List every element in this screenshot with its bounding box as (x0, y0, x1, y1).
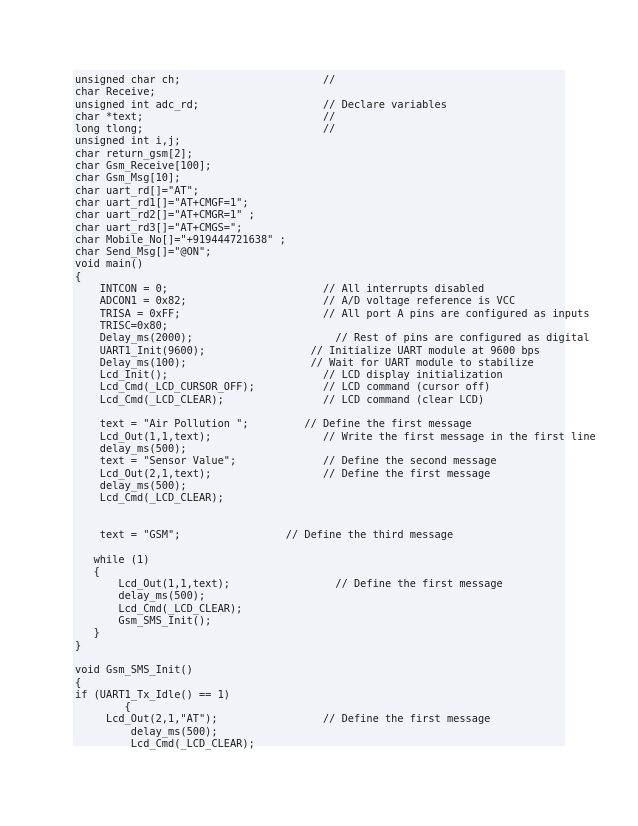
code-line (75, 517, 596, 529)
code-line (75, 504, 596, 516)
code-line: Lcd_Out(2,1,text); // Define the first message (75, 467, 491, 480)
code-line: char Mobile_No[]="+919444721638" ; (75, 233, 286, 246)
code-line: void Gsm_SMS_Init() (75, 664, 193, 677)
code-line: text = "GSM"; // Define the third message (75, 528, 454, 541)
code-line (75, 652, 596, 664)
code-line: if (UART1_Tx_Idle() == 1) (75, 688, 230, 701)
code-line: } (75, 639, 82, 652)
code-line: Lcd_Out(1,1,text); // Write the first message in the first line (75, 430, 596, 443)
code-line: ADCON1 = 0x82; // A/D voltage reference is VCC (75, 295, 516, 308)
code-line (75, 406, 596, 418)
code-line: Lcd_Init(); // LCD display initialization (75, 369, 503, 382)
code-line: delay_ms(500); (75, 442, 187, 455)
code-line: char Receive; (75, 86, 156, 99)
code-line: unsigned int i,j; (75, 135, 181, 148)
code-line: TRISA = 0xFF; // All port A pins are configured as inputs (75, 307, 590, 320)
code-block (75, 74, 596, 750)
code-line: char Send_Msg[]="@ON"; (75, 246, 212, 259)
code-line: Lcd_Cmd(_LCD_CURSOR_OFF); // LCD command (cursor off) (75, 381, 491, 394)
code-page (73, 70, 596, 751)
code-line: char uart_rd1[]="AT+CMGF=1"; (75, 196, 249, 209)
code-line: { (75, 676, 82, 689)
code-line: text = "Sensor Value"; // Define the second message (75, 455, 497, 468)
code-line: Lcd_Cmd(_LCD_CLEAR); (75, 738, 255, 751)
code-line: Gsm_SMS_Init(); (75, 615, 212, 628)
code-line: char *text; // (75, 110, 336, 123)
code-line: Delay_ms(100); // Wait for UART module to stabilize (75, 356, 534, 369)
code-line: unsigned int adc_rd; // Declare variables (75, 98, 447, 111)
code-line: char return_gsm[2]; (75, 147, 193, 160)
code-line: { (75, 565, 100, 578)
code-line (75, 541, 596, 553)
code-line: char uart_rd2[]="AT+CMGR=1" ; (75, 209, 255, 222)
code-line: unsigned char ch; // (75, 74, 336, 86)
code-line: TRISC=0x80; (75, 319, 168, 332)
code-line: delay_ms(500); (75, 725, 218, 738)
code-line: } (75, 627, 100, 640)
code-line: char Gsm_Receive[100]; (75, 160, 212, 173)
code-line: Lcd_Cmd(_LCD_CLEAR); // LCD command (clear LCD) (75, 393, 485, 406)
code-line: Delay_ms(2000); // Rest of pins are configured as digital (75, 332, 590, 345)
code-line: char uart_rd3[]="AT+CMGS="; (75, 221, 243, 234)
code-line: Lcd_Out(2,1,"AT"); // Define the first message (75, 713, 491, 726)
code-line: char uart_rd[]="AT"; (75, 184, 199, 197)
code-line: { (75, 701, 131, 714)
code-line: long tlong; // (75, 123, 336, 136)
code-line: delay_ms(500); (75, 590, 206, 603)
code-line: delay_ms(500); (75, 479, 187, 492)
code-line: Lcd_Out(1,1,text); // Define the first message (75, 578, 503, 591)
code-line: void main() (75, 258, 144, 271)
code-line: char Gsm_Msg[10]; (75, 172, 181, 185)
code-line: Lcd_Cmd(_LCD_CLEAR); (75, 492, 224, 505)
code-line: UART1_Init(9600); // Initialize UART module at 9600 bps (75, 344, 540, 357)
code-line: Lcd_Cmd(_LCD_CLEAR); (75, 602, 243, 615)
code-line: while (1) (75, 553, 150, 566)
code-line: { (75, 270, 82, 283)
code-line: INTCON = 0; // All interrupts disabled (75, 283, 485, 296)
code-line: text = "Air Pollution "; // Define the first message (75, 418, 472, 431)
